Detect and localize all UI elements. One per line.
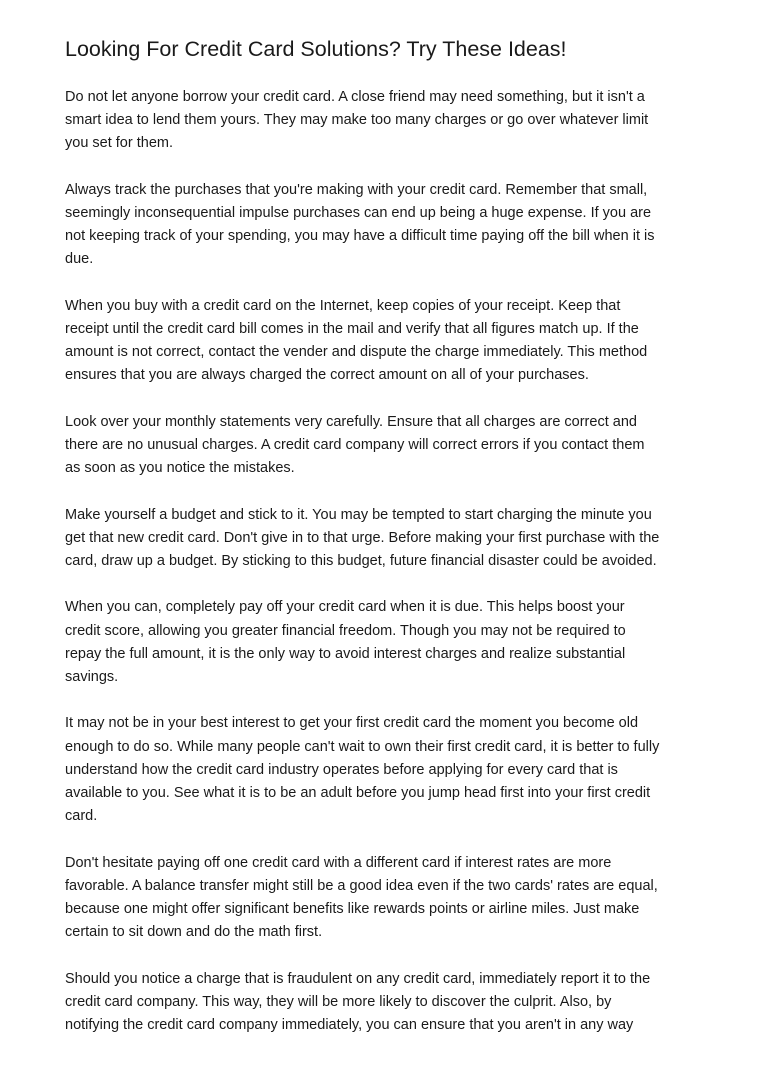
paragraph-6 [65, 596, 715, 689]
text-line: as soon as you notice the mistakes. [65, 460, 295, 477]
text-line: receipt until the credit card bill comes in the mail and verify that all figures match up. If the [65, 321, 639, 337]
paragraph-1 [65, 86, 715, 156]
text-line: Always track the purchases that you're making with your credit card. Remember that small, [65, 181, 648, 198]
text-line: not keeping track of your spending, you may have a difficult time paying off the bill when it is [65, 228, 655, 245]
paragraph-7 [65, 712, 715, 828]
text-line: get that new credit card. Don't give in to that urge. Before making your first purchase with the [65, 529, 660, 546]
text-line: When you can, completely pay off your credit card when it is due. This helps boost your [65, 599, 625, 616]
paragraph-9 [65, 968, 715, 1038]
text-line: smart idea to lend them yours. They may make too many charges or go over whatever limit [65, 112, 649, 129]
text-line: notifying the credit card company immediately, you can ensure that you aren't in any way [65, 1017, 634, 1033]
paragraph-5 [65, 504, 715, 574]
text-line: Don't hesitate paying off one credit card with a different card if interest rates are more [65, 854, 612, 871]
text-line: credit score, allowing you greater financial freedom. Though you may not be required to [65, 622, 626, 639]
text-line: Make yourself a budget and stick to it. You may be tempted to start charging the minute you [65, 506, 652, 523]
text-line: because one might offer significant benefits like rewards points or airline miles. Just make [65, 901, 640, 917]
page-title: Looking For Credit Card Solutions? Try These Ideas! [65, 37, 567, 61]
text-line: card. [65, 808, 98, 825]
text-line: available to you. See what it is to be an adult before you jump head first into your first credit [65, 785, 651, 801]
text-line: favorable. A balance transfer might still be a good idea even if the two cards' rates are equal, [65, 877, 658, 894]
text-line: card, draw up a budget. By sticking to this budget, future financial disaster could be avoided. [65, 553, 657, 569]
paragraph-4 [65, 411, 715, 481]
text-line: understand how the credit card industry operates before applying for every card that is [65, 761, 618, 778]
text-line: It may not be in your best interest to get your first credit card the moment you become old [65, 715, 639, 732]
text-line: repay the full amount, it is the only way to avoid interest charges and realize substantial [65, 645, 626, 662]
text-line: amount is not correct, contact the vender and dispute the charge immediately. This method [65, 344, 648, 361]
text-line: Should you notice a charge that is fraudulent on any credit card, immediately report it to the [65, 970, 651, 987]
text-line: due. [65, 251, 94, 268]
text-line: savings. [65, 669, 119, 685]
text-line: ensures that you are always charged the correct amount on all of your purchases. [65, 367, 589, 384]
paragraph-2 [65, 179, 715, 272]
text-line: you set for them. [65, 135, 173, 152]
paragraph-8 [65, 852, 715, 945]
text-line: Look over your monthly statements very carefully. Ensure that all charges are correct and [65, 413, 637, 430]
text-line: seemingly inconsequential impulse purchases can end up being a huge expense. If you are [65, 205, 652, 221]
paragraph-3 [65, 295, 715, 388]
article-body [65, 86, 715, 1060]
text-line: credit card company. This way, they will be more likely to discover the culprit. Also, by [65, 993, 612, 1010]
text-line: When you buy with a credit card on the Internet, keep copies of your receipt. Keep that [65, 297, 621, 314]
text-line: Do not let anyone borrow your credit card. A close friend may need something, but it isn't a [65, 89, 645, 105]
text-line: certain to sit down and do the math first. [65, 924, 323, 941]
text-line: enough to do so. While many people can't wait to own their first credit card, it is better to fully [65, 738, 660, 755]
text-line: there are no unusual charges. A credit card company will correct errors if you contact them [65, 437, 645, 453]
